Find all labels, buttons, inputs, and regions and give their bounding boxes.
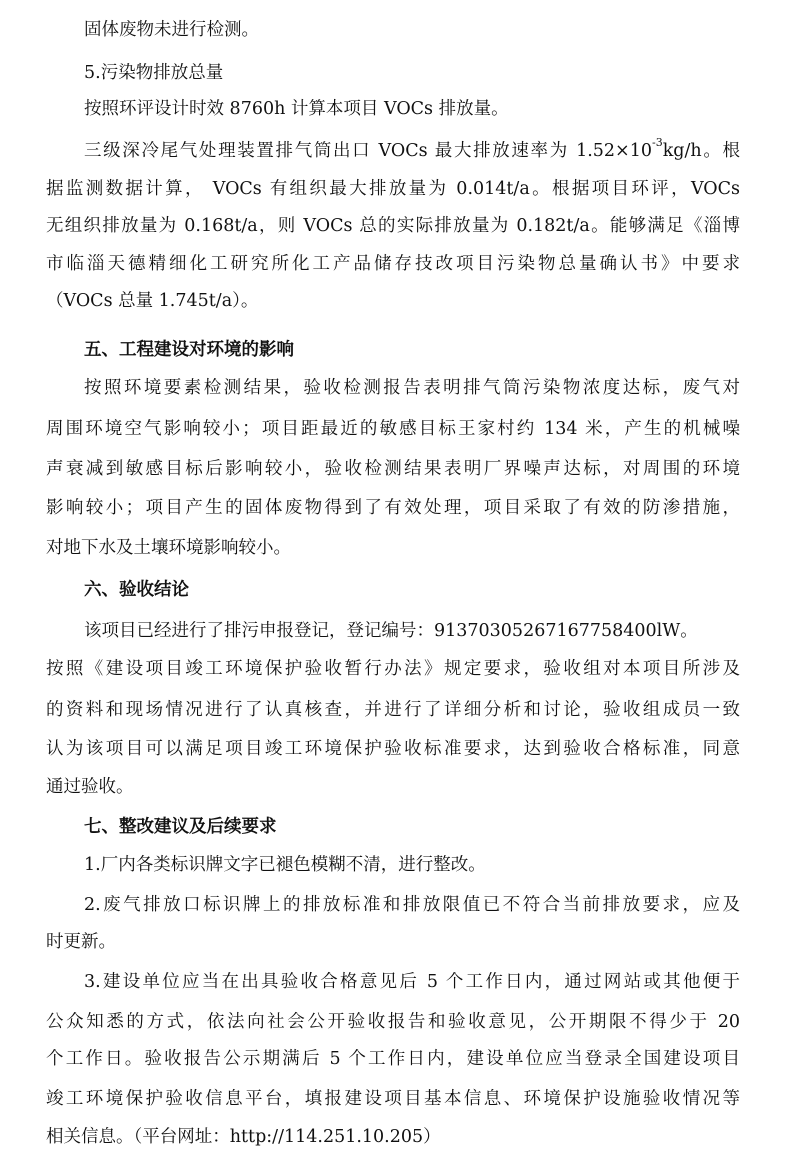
paragraph-line: 按照环境要素检测结果，验收检测报告表明排气筒污染物浓度达标，废气对 [84,378,740,398]
paragraph-line: 3.建设单位应当在出具验收合格意见后 5 个工作日内，通过网站或其他便于 [84,972,740,992]
paragraph-line: 对地下水及土壤环境影响较小。 [46,538,291,558]
paragraph-line: 2.废气排放口标识牌上的排放标准和排放限值已不符合当前排放要求，应及 [84,895,740,915]
paragraph-line: 声衰减到敏感目标后影响较小，验收检测结果表明厂界噪声达标，对周围的环境 [46,459,740,479]
paragraph-line: 1.厂内各类标识牌文字已褪色模糊不清，进行整改。 [84,855,486,875]
paragraph-line: 个工作日。验收报告公示期满后 5 个工作日内，建设单位应当登录全国建设项目 [46,1049,740,1069]
section-heading: 五、工程建设对环境的影响 [84,340,294,360]
paragraph-line: 无组织排放量为 0.168t/a，则 VOCs 总的实际排放量为 0.182t/a。能够满足《淄博 [46,216,740,236]
paragraph-line: 通过验收。 [46,777,134,797]
section-heading: 七、整改建议及后续要求 [84,817,277,837]
superscript: -3 [651,136,663,149]
paragraph-line: 周围环境空气影响较小；项目距最近的敏感目标王家村约 134 米，产生的机械噪 [46,419,740,439]
paragraph-line: （VOCs 总量 1.745t/a）。 [46,291,259,311]
section-subtitle: 5.污染物排放总量 [84,63,224,83]
paragraph-line: 的资料和现场情况进行了认真核查，并进行了详细分析和讨论，验收组成员一致 [46,700,740,720]
paragraph-line: 按照《建设项目竣工环境保护验收暂行办法》规定要求，验收组对本项目所涉及 [46,659,740,679]
paragraph-line: 据监测数据计算， VOCs 有组织最大排放量为 0.014t/a。根据项目环评，VOCs [46,179,740,199]
paragraph-line: 市临淄天德精细化工研究所化工产品储存技改项目污染物总量确认书》中要求 [46,254,740,274]
section-heading: 六、验收结论 [84,580,189,600]
paragraph-line: 竣工环境保护验收信息平台，填报建设项目基本信息、环境保护设施验收情况等 [46,1089,740,1109]
paragraph-line: 认为该项目可以满足项目竣工环境保护验收标准要求，达到验收合格标准，同意 [46,739,740,759]
text-fragment: 三级深冷尾气处理装置排气筒出口 VOCs 最大排放速率为 1.52×10 [84,141,652,161]
text-fragment: kg/h。根 [662,141,740,161]
paragraph-line: 时更新。 [46,932,116,952]
paragraph-line: 影响较小；项目产生的固体废物得到了有效处理，项目采取了有效的防渗措施， [46,498,740,518]
paragraph-line [84,136,740,163]
paragraph-line: 相关信息。（平台网址：http://114.251.10.205） [46,1127,441,1147]
paragraph-line: 该项目已经进行了排污申报登记，登记编号：91370305267167758400lW。 [84,621,698,641]
paragraph-line: 按照环评设计时效 8760h 计算本项目 VOCs 排放量。 [84,99,509,119]
paragraph-line: 公众知悉的方式，依法向社会公开验收报告和验收意见，公开期限不得少于 20 [46,1012,740,1032]
paragraph-line: 固体废物未进行检测。 [84,20,259,40]
